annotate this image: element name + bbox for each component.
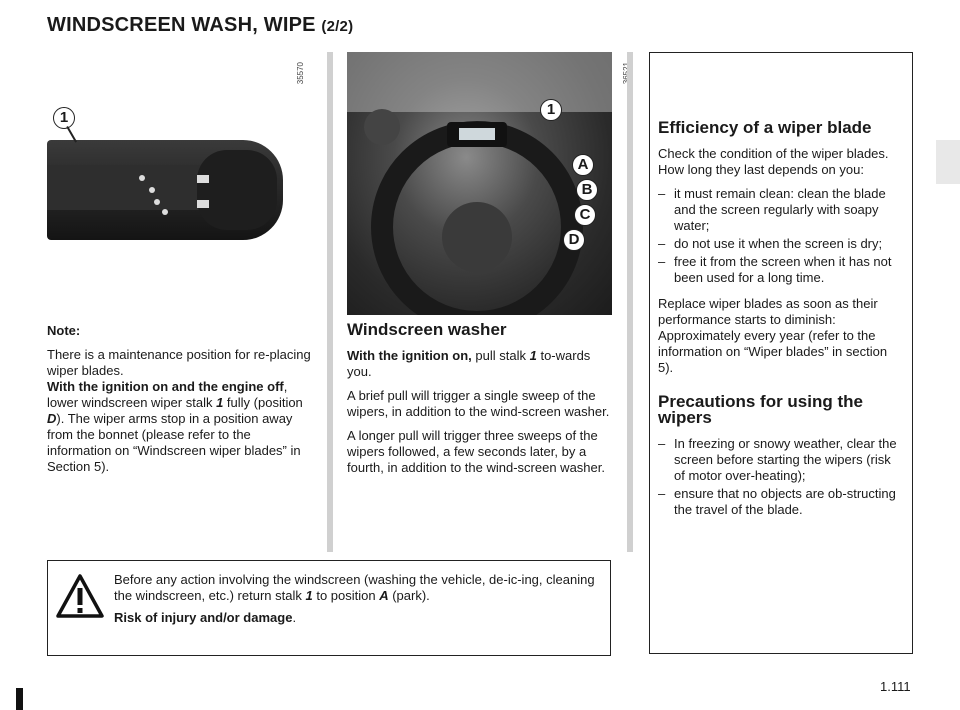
efficiency-intro: Check the condition of the wiper blades. How long they last depends on you: [658, 146, 889, 177]
warning-risk [114, 610, 600, 626]
risk-text: Risk of injury and/or damage [114, 610, 293, 625]
note-text-b: fully (position [223, 395, 303, 410]
warning-text-c: (park). [388, 588, 430, 603]
list-item: – In freezing or snowy weather, clear the screen before starting the wipers (risk of motor over-heating); [658, 436, 902, 484]
page-title-text: WINDSCREEN WASH, WIPE [47, 14, 316, 36]
washer-text-b: to-wards you. [347, 348, 591, 379]
position-reference: D [47, 411, 57, 426]
washer-ignition-text: With the ignition on, [347, 348, 472, 363]
windscreen-washer-heading: Windscreen washer [347, 320, 507, 339]
list-item: – free it from the screen when it has not been used for a long time. [658, 254, 902, 286]
washer-paragraph-3: A longer pull will trigger three sweeps of the wipers followed, a few seconds later, by a fourth, in addition to the wind-screen washer. [347, 428, 605, 475]
dashboard-callout-c: C [574, 204, 596, 226]
replace-paragraph: Replace wiper blades as soon as their performance starts to diminish: Approximately every year (refer to the information on “Wiper blades” in section 5). [658, 296, 888, 375]
washer-paragraph-1 [347, 348, 613, 380]
warning-text [114, 572, 600, 626]
dashboard-callout-d: D [563, 229, 585, 251]
dashboard-image [347, 52, 612, 315]
washer-text-a: pull stalk [471, 348, 530, 363]
page-number: 1.111 [880, 679, 911, 694]
warning-text-a: Before any action involving the windscreen (washing the vehicle, de-ic-ing, cleaning the windscreen, etc.) return stalk [114, 572, 595, 603]
precautions-heading: Precautions for using the wipers [658, 392, 863, 427]
note-paragraph-1: There is a maintenance position for re-placing wiper blades. [47, 347, 311, 378]
stalk-image-id: 35570 [296, 62, 305, 85]
precautions-list [658, 436, 902, 518]
page-title-part: (2/2) [321, 18, 354, 35]
efficiency-list [658, 186, 902, 286]
wiper-stalk-image [47, 140, 283, 240]
column-separator-right [627, 52, 633, 552]
warning-text-b: to position [312, 588, 380, 603]
stalk-reference: 1 [216, 395, 224, 410]
wiper-stalk-illustration [47, 140, 283, 240]
warning-position-reference: A [379, 588, 389, 603]
right-column [658, 120, 902, 528]
list-item: – do not use it when the screen is dry; [658, 236, 902, 252]
efficiency-heading: Efficiency of a wiper blade [658, 118, 872, 137]
risk-end: . [292, 610, 297, 625]
note-title: Note: [47, 323, 81, 338]
warning-triangle-icon [55, 573, 105, 619]
stalk-callout-1: 1 [53, 107, 75, 129]
section-tab [936, 140, 960, 184]
dashboard-callout-a: A [572, 154, 594, 176]
middle-column [347, 322, 613, 484]
note-text-a: , lower windscreen wiper stalk [47, 379, 288, 410]
list-item: – it must remain clean: clean the blade and the screen regularly with soapy water; [658, 186, 902, 234]
dashboard-callout-b: B [576, 179, 598, 201]
note-paragraph-2 [47, 379, 313, 475]
washer-paragraph-2: A brief pull will trigger a single sweep of the wipers, in addition to the wind-screen washer. [347, 388, 610, 419]
page-title [47, 14, 353, 37]
corner-mark [16, 688, 23, 710]
warning-paragraph [114, 572, 600, 604]
washer-stalk-reference: 1 [529, 348, 537, 363]
note-text-c: ). The wiper arms stop in a position away from the bonnet (please refer to the information on “Windscreen wiper blades” in Section 5). [47, 411, 301, 474]
warning-stalk-reference: 1 [305, 588, 313, 603]
left-column [47, 323, 313, 483]
list-item: – ensure that no objects are ob-structing the travel of the blade. [658, 486, 902, 518]
ignition-engine-off-text: With the ignition on and the engine off [47, 379, 284, 394]
steering-wheel-illustration [347, 52, 612, 315]
dashboard-callout-1: 1 [540, 99, 562, 121]
column-separator-left [327, 52, 333, 552]
